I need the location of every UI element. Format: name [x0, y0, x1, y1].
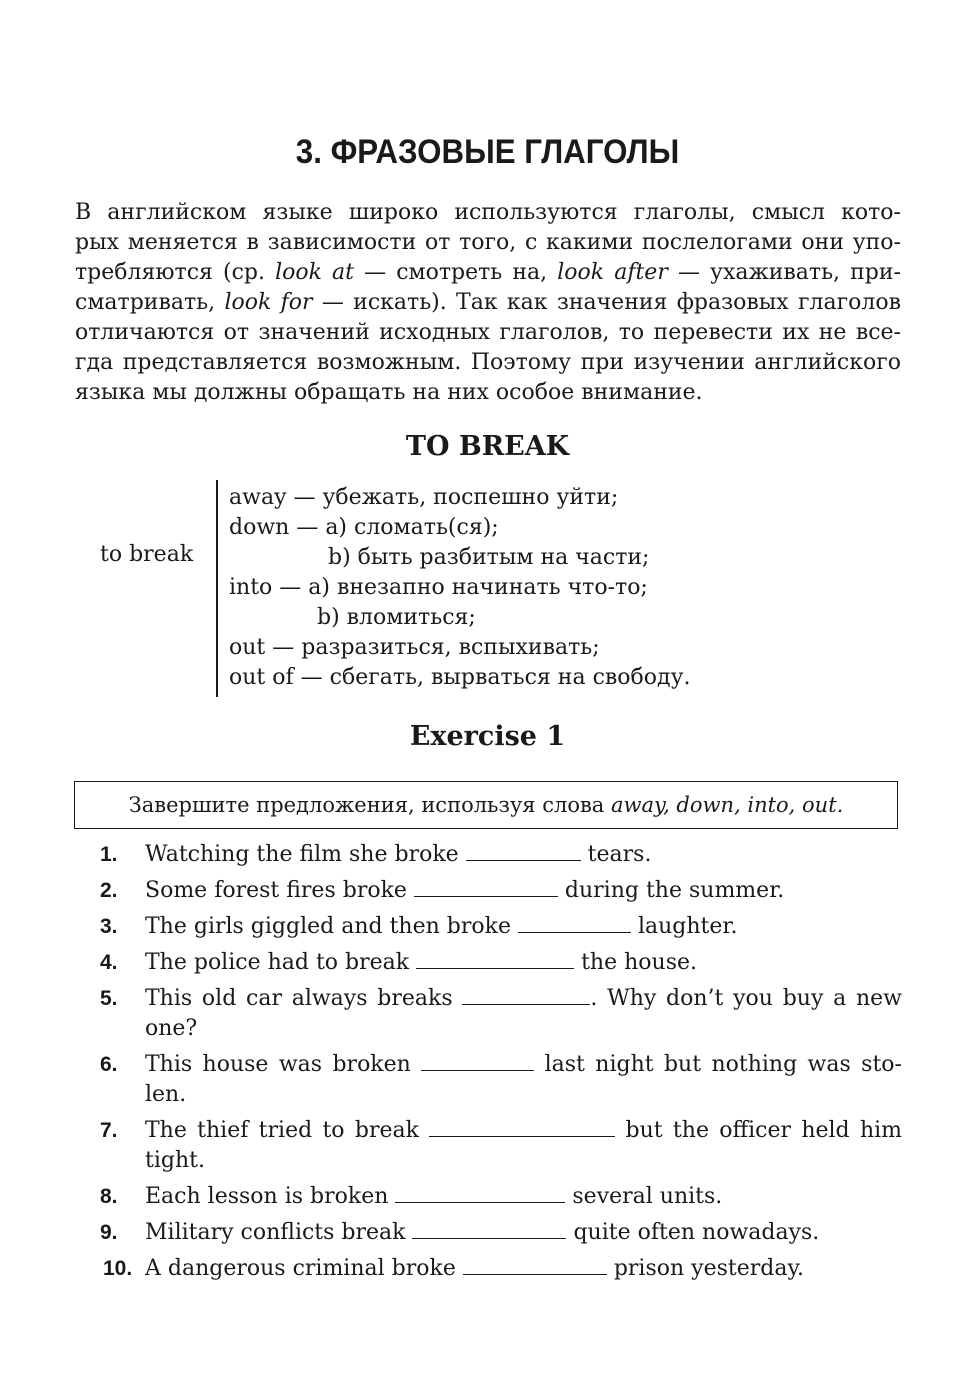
meaning-item: b) вломиться; — [317, 605, 476, 630]
meaning-item: b) быть разбитым на части; — [328, 545, 650, 570]
intro-line: языка мы должны обращать на них особое внимание. — [75, 380, 703, 405]
meaning-item: out of — сбегать, вырваться на свободу. — [229, 665, 691, 690]
blank-line — [429, 1116, 615, 1137]
meanings-list — [229, 483, 691, 693]
instruction-words: away, down, into, out. — [610, 793, 844, 817]
item-number: 3. — [100, 915, 118, 938]
intro-line: сматривать, look for — искать). Так как значения фразовых глаголов — [75, 290, 901, 315]
list-item: 3. The girls giggled and then broke laughter. — [100, 912, 902, 942]
blank-line — [462, 984, 590, 1005]
verb-label: to break — [100, 542, 194, 567]
verb-section-title: TO BREAK — [405, 431, 570, 462]
item-number: 4. — [100, 951, 118, 974]
item-number: 10. — [103, 1257, 133, 1280]
meaning-item: out — разразиться, вспыхивать; — [229, 635, 600, 660]
list-item: 7. The thief tried to break but the officer held him tight. — [100, 1118, 903, 1173]
blank-line — [421, 1050, 534, 1071]
list-item: 2. Some forest fires broke during the summer. — [100, 876, 902, 906]
meaning-item: into — a) внезапно начинать что-то; — [229, 575, 648, 600]
item-number: 5. — [100, 987, 118, 1010]
intro-line: рых меняется в зависимости от того, с какими послелогами они упо- — [75, 230, 901, 255]
blank-line — [416, 948, 574, 969]
page-title: 3. ФРАЗОВЫЕ ГЛАГОЛЫ — [295, 133, 680, 171]
list-item: 1. Watching the film she broke tears. — [100, 840, 902, 870]
list-item: 6. This house was broken last night but nothing was sto- len. — [100, 1052, 902, 1107]
exercise-list — [100, 840, 902, 1284]
blank-line — [414, 876, 558, 897]
item-number: 7. — [100, 1119, 118, 1142]
intro-line: гда представляется возможным. Поэтому при изучении английского — [75, 350, 901, 375]
blank-line — [395, 1182, 565, 1203]
item-number: 9. — [100, 1221, 118, 1244]
item-number: 2. — [100, 879, 118, 902]
meaning-item: down — a) сломать(ся); — [229, 515, 499, 540]
blank-line — [412, 1218, 566, 1239]
item-number: 8. — [100, 1185, 118, 1208]
item-number: 6. — [100, 1053, 118, 1076]
blank-line — [463, 1254, 607, 1275]
exercise-title: Exercise 1 — [409, 721, 566, 752]
list-item: 10. A dangerous criminal broke prison yesterday. — [100, 1254, 902, 1284]
list-item: 5. This old car always breaks . Why don’t you buy a new one? — [100, 986, 902, 1041]
list-item: 9. Military conflicts break quite often nowadays. — [100, 1218, 902, 1248]
blank-line — [518, 912, 631, 933]
instruction-text: Завершите предложения, используя слова — [128, 793, 611, 817]
brace-divider — [216, 480, 218, 697]
meaning-item: away — убежать, поспешно уйти; — [229, 485, 619, 510]
blank-line — [466, 840, 581, 861]
intro-line: требляются (ср. look at — смотреть на, look after — ухаживать, при- — [75, 260, 901, 285]
item-number: 1. — [100, 843, 118, 866]
instruction-box — [74, 781, 898, 829]
list-item: 4. The police had to break the house. — [100, 948, 902, 978]
intro-line: В английском языке широко используются глаголы, смысл кото- — [75, 200, 901, 225]
list-item: 8. Each lesson is broken several units. — [100, 1182, 902, 1212]
intro-paragraph — [75, 198, 901, 408]
intro-line: отличаются от значений исходных глаголов, то перевести их не все- — [75, 320, 901, 345]
